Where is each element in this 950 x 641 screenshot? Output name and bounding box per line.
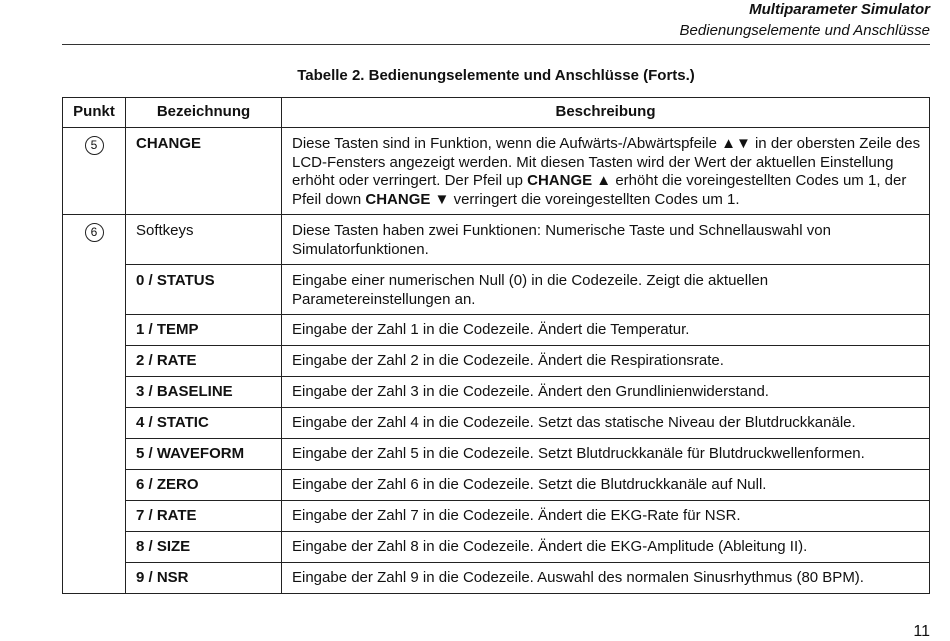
- table-row: [63, 408, 930, 439]
- softkey-name: 8 / SIZE: [126, 532, 282, 563]
- page-number: 11: [913, 623, 930, 640]
- softkey-desc: Eingabe der Zahl 6 in die Codezeile. Setzt die Blutdruckkanäle auf Null.: [282, 470, 930, 501]
- desc-cell-change: [282, 128, 930, 215]
- softkey-name: 4 / STATIC: [126, 408, 282, 439]
- name-cell-change: CHANGE: [126, 128, 282, 215]
- table-row: [63, 563, 930, 594]
- desc-bold-change-up: CHANGE ▲: [527, 172, 612, 189]
- softkey-desc: Eingabe der Zahl 8 in die Codezeile. Ändert die EKG-Amplitude (Ableitung II).: [282, 532, 930, 563]
- softkey-name: 7 / RATE: [126, 501, 282, 532]
- softkey-name: 9 / NSR: [126, 563, 282, 594]
- softkey-desc: Eingabe der Zahl 5 in die Codezeile. Setzt Blutdruckkanäle für Blutdruckwellenformen.: [282, 439, 930, 470]
- name-cell-softkeys: Softkeys: [126, 215, 282, 265]
- desc-bold-change-down: CHANGE ▼: [365, 190, 450, 208]
- table-row: [63, 439, 930, 470]
- desc-text: Diese Tasten sind in Funktion, wenn die Aufwärts-/Abwärtspfeile ▲▼ in der obersten Zeile des LCD-Fensters angezeigt werden. Mit diesen Tasten wird der Wert der aktuellen Einstellung erhöht oder verringert. Der Pfeil up: [292, 135, 921, 189]
- header-rule: [62, 44, 930, 45]
- softkey-name: 0 / STATUS: [126, 265, 282, 315]
- circled-number-6: 6: [85, 223, 104, 242]
- table-row-change: [63, 128, 930, 215]
- desc-text: verringert die voreingestellten Codes um 1.: [449, 190, 740, 208]
- softkey-desc: Eingabe einer numerischen Null (0) in die Codezeile. Zeigt die aktuellen Parametereinstellungen an.: [282, 265, 930, 315]
- table-row: [63, 532, 930, 563]
- softkey-desc: Eingabe der Zahl 1 in die Codezeile. Ändert die Temperatur.: [282, 315, 930, 346]
- desc-text: erhöht die voreingestellten Codes um 1, der Pfeil down: [292, 172, 907, 208]
- running-header-title: Multiparameter Simulator: [749, 1, 930, 18]
- softkey-desc: Eingabe der Zahl 2 in die Codezeile. Ändert die Respirationsrate.: [282, 346, 930, 377]
- table-row: [63, 470, 930, 501]
- table-row: [63, 315, 930, 346]
- running-header-subtitle: Bedienungselemente und Anschlüsse: [679, 22, 930, 39]
- softkey-desc: Eingabe der Zahl 4 in die Codezeile. Setzt das statische Niveau der Blutdruckkanäle.: [282, 408, 930, 439]
- softkey-name: 3 / BASELINE: [126, 377, 282, 408]
- point-cell: [63, 215, 126, 594]
- softkey-name: 1 / TEMP: [126, 315, 282, 346]
- col-header-punkt: Punkt: [63, 98, 126, 128]
- table-header-row: [63, 98, 930, 128]
- table-row: [63, 501, 930, 532]
- col-header-bezeichnung: Bezeichnung: [126, 98, 282, 128]
- softkey-name: 5 / WAVEFORM: [126, 439, 282, 470]
- softkey-name: 6 / ZERO: [126, 470, 282, 501]
- table-caption: Tabelle 2. Bedienungselemente und Anschlüsse (Forts.): [297, 67, 695, 84]
- table-row: [63, 265, 930, 315]
- softkey-desc: Eingabe der Zahl 7 in die Codezeile. Ändert die EKG-Rate für NSR.: [282, 501, 930, 532]
- table-row: [63, 346, 930, 377]
- softkey-desc: Eingabe der Zahl 9 in die Codezeile. Auswahl des normalen Sinusrhythmus (80 BPM).: [282, 563, 930, 594]
- desc-cell-softkeys: Diese Tasten haben zwei Funktionen: Numerische Taste und Schnellauswahl von Simulatorfunktionen.: [282, 215, 930, 265]
- table-row-softkeys: [63, 215, 930, 265]
- softkey-name: 2 / RATE: [126, 346, 282, 377]
- table-row: [63, 377, 930, 408]
- col-header-beschreibung: Beschreibung: [282, 98, 930, 128]
- circled-number-5: 5: [85, 136, 104, 155]
- softkey-desc: Eingabe der Zahl 3 in die Codezeile. Ändert den Grundlinienwiderstand.: [282, 377, 930, 408]
- controls-table: [62, 97, 930, 594]
- point-cell: [63, 128, 126, 215]
